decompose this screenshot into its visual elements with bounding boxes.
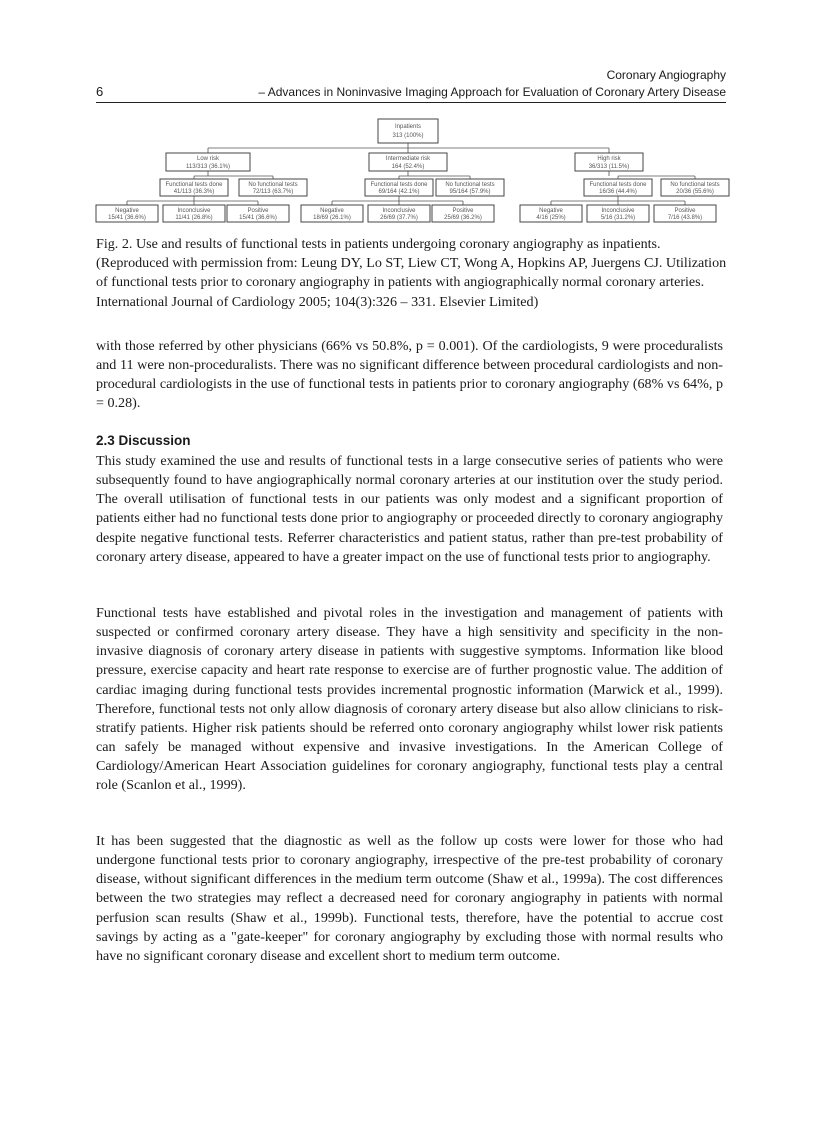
node-label: Positive — [674, 208, 696, 214]
node-inpatients — [378, 119, 438, 143]
node-label: No functional tests — [248, 182, 298, 188]
node-intermediate-risk — [369, 153, 447, 171]
paragraph-discussion-3: It has been suggested that the diagnostic as well as the follow up costs were lower for those who had undergone functional tests prior to coronary angiography, irrespective of the pre-test probability of coronary disease, without significant differences in the medium term outcome (Shaw et al., 1999a). The cost differences between the two strategies may reflect a decreased need for coronary angiography in patients with normal perfusion scan results (Shaw et al., 1999b). Functional tests, therefore, have the potential to accrue cost savings by acting as a "gate-keeper" for coronary angiography by excluding those with normal results who have no significant coronary disease and excellent short to medium term outcome. — [96, 833, 723, 964]
flow-diagram — [90, 116, 730, 232]
node-high-functional-tests — [584, 179, 652, 196]
section-heading: 2.3 Discussion — [96, 433, 191, 448]
node-low-risk — [166, 153, 250, 171]
node-intermediate-inconclusive — [368, 205, 430, 222]
node-value: 164 (52.4%) — [391, 164, 425, 170]
node-value: 41/113 (36.3%) — [173, 189, 215, 195]
node-label: Inconclusive — [177, 208, 211, 214]
node-value: 113/313 (36.1%) — [186, 164, 230, 170]
node-value: 20/36 (55.6%) — [676, 189, 714, 195]
node-label: Low risk — [196, 156, 220, 162]
node-label: Inconclusive — [601, 208, 635, 214]
node-label: Functional tests done — [589, 182, 647, 188]
node-low-functional-tests — [160, 179, 228, 196]
flow-diagram-svg — [90, 116, 730, 232]
node-high-risk — [575, 153, 643, 171]
node-label: No functional tests — [670, 182, 720, 188]
node-high-negative — [520, 205, 582, 222]
node-low-inconclusive — [163, 205, 225, 222]
paragraph-discussion-1: This study examined the use and results of functional tests in a large consecutive series of patients who were subsequently found to have angiographically normal coronary arteries at our institution over the study period. The overall utilisation of functional tests in our patients was only modest and a significant proportion of patients either had no functional tests done prior to angiography or proceeded directly to coronary angiography despite negative functional tests. Referrer characteristics and patient status, rather than pre-test probability of coronary artery disease, appeared to have a greater impact on the use of functional tests prior to angiography. — [96, 453, 723, 565]
book-title: Coronary Angiography — [606, 68, 726, 82]
edge — [332, 196, 463, 205]
node-label: Negative — [115, 208, 139, 214]
node-label: High risk — [597, 156, 621, 162]
node-high-no-functional-tests — [661, 179, 729, 196]
edge — [127, 196, 258, 205]
node-value: 15/41 (36.6%) — [239, 215, 277, 221]
node-value: 16/36 (44.4%) — [599, 189, 637, 195]
node-label: Negative — [539, 208, 563, 214]
node-value: 7/16 (43.8%) — [667, 215, 703, 221]
node-value: 95/164 (57.9%) — [449, 189, 491, 195]
figure-caption: Fig. 2. Use and results of functional tests in patients undergoing coronary angiography as inpatients. (Reproduced with permission from: Leung DY, Lo ST, Liew CT, Wong A, Hopkins AP, Juergens CJ. Utilization of functional tests prior to coronary angiography in patients with angiographically normal coronary arteries. International Journal of Cardiology 2005; 104(3):326 – 331. Elsevier Limited) — [96, 236, 727, 310]
edge — [399, 171, 470, 179]
node-low-negative — [96, 205, 158, 222]
paragraph-continued: with those referred by other physicians (66% vs 50.8%, p = 0.001). Of the cardiologists, 9 were proceduralists and 11 were non-proceduralists. There was no significant difference between procedural cardiologists and non-procedural cardiologists in the use of functional tests in patients prior to coronary angiography (68% vs 64%, p = 0.28). — [96, 338, 723, 412]
node-low-positive — [227, 205, 289, 222]
node-label: Functional tests done — [370, 182, 428, 188]
paragraph-discussion-2: Functional tests have established and pivotal roles in the investigation and management of patients with suspected or confirmed coronary artery disease. They have a high sensitivity and specificity in the non-invasive diagnosis of coronary artery disease in patients with suggestive symptoms. Information like blood pressure, exercise capacity and heart rate response to exercise are of further prognostic value. The addition of cardiac imaging during functional tests provides incremental prognostic information (Marwick et al., 1999). Therefore, functional tests not only allow diagnosis of coronary artery disease but also allow clinicians to risk-stratify patients. Higher risk patients should be referred onto coronary angiography whilst lower risk patients can safely be managed without expensive and invasive investigations. In the American College of Cardiology/American Heart Association guidelines for coronary angiography, functional tests play a central role (Scanlon et al., 1999). — [96, 605, 723, 794]
node-high-positive — [654, 205, 716, 222]
chapter-title: – Advances in Noninvasive Imaging Approach for Evaluation of Coronary Artery Disease — [258, 85, 726, 99]
page-number: 6 — [96, 84, 104, 99]
node-value: 4/16 (25%) — [536, 215, 566, 221]
node-intermediate-no-functional-tests — [436, 179, 504, 196]
node-value: 26/69 (37.7%) — [380, 215, 418, 221]
node-label: Functional tests done — [165, 182, 223, 188]
node-value: 313 (100%) — [392, 133, 424, 139]
node-value: 36/313 (11.5%) — [588, 164, 630, 170]
node-value: 5/16 (31.2%) — [600, 215, 636, 221]
edge — [551, 196, 685, 205]
node-label: Inpatients — [394, 124, 422, 130]
node-value: 11/41 (26.8%) — [175, 215, 213, 221]
node-label: Positive — [247, 208, 269, 214]
node-label: Inconclusive — [382, 208, 416, 214]
node-value: 15/41 (36.6%) — [108, 215, 146, 221]
node-intermediate-positive — [432, 205, 494, 222]
node-label: Intermediate risk — [385, 156, 431, 162]
node-value: 25/69 (36.2%) — [444, 215, 482, 221]
node-value: 72/113 (63.7%) — [252, 189, 294, 195]
node-value: 69/164 (42.1%) — [378, 189, 420, 195]
node-label: Positive — [452, 208, 474, 214]
node-label: Negative — [320, 208, 344, 214]
node-label: No functional tests — [445, 182, 495, 188]
edge — [609, 171, 695, 179]
running-header — [96, 68, 726, 103]
node-value: 18/69 (26.1%) — [313, 215, 351, 221]
node-low-no-functional-tests — [239, 179, 307, 196]
edge — [194, 171, 273, 179]
node-intermediate-functional-tests — [365, 179, 433, 196]
node-intermediate-negative — [301, 205, 363, 222]
edge — [208, 143, 609, 153]
node-high-inconclusive — [587, 205, 649, 222]
